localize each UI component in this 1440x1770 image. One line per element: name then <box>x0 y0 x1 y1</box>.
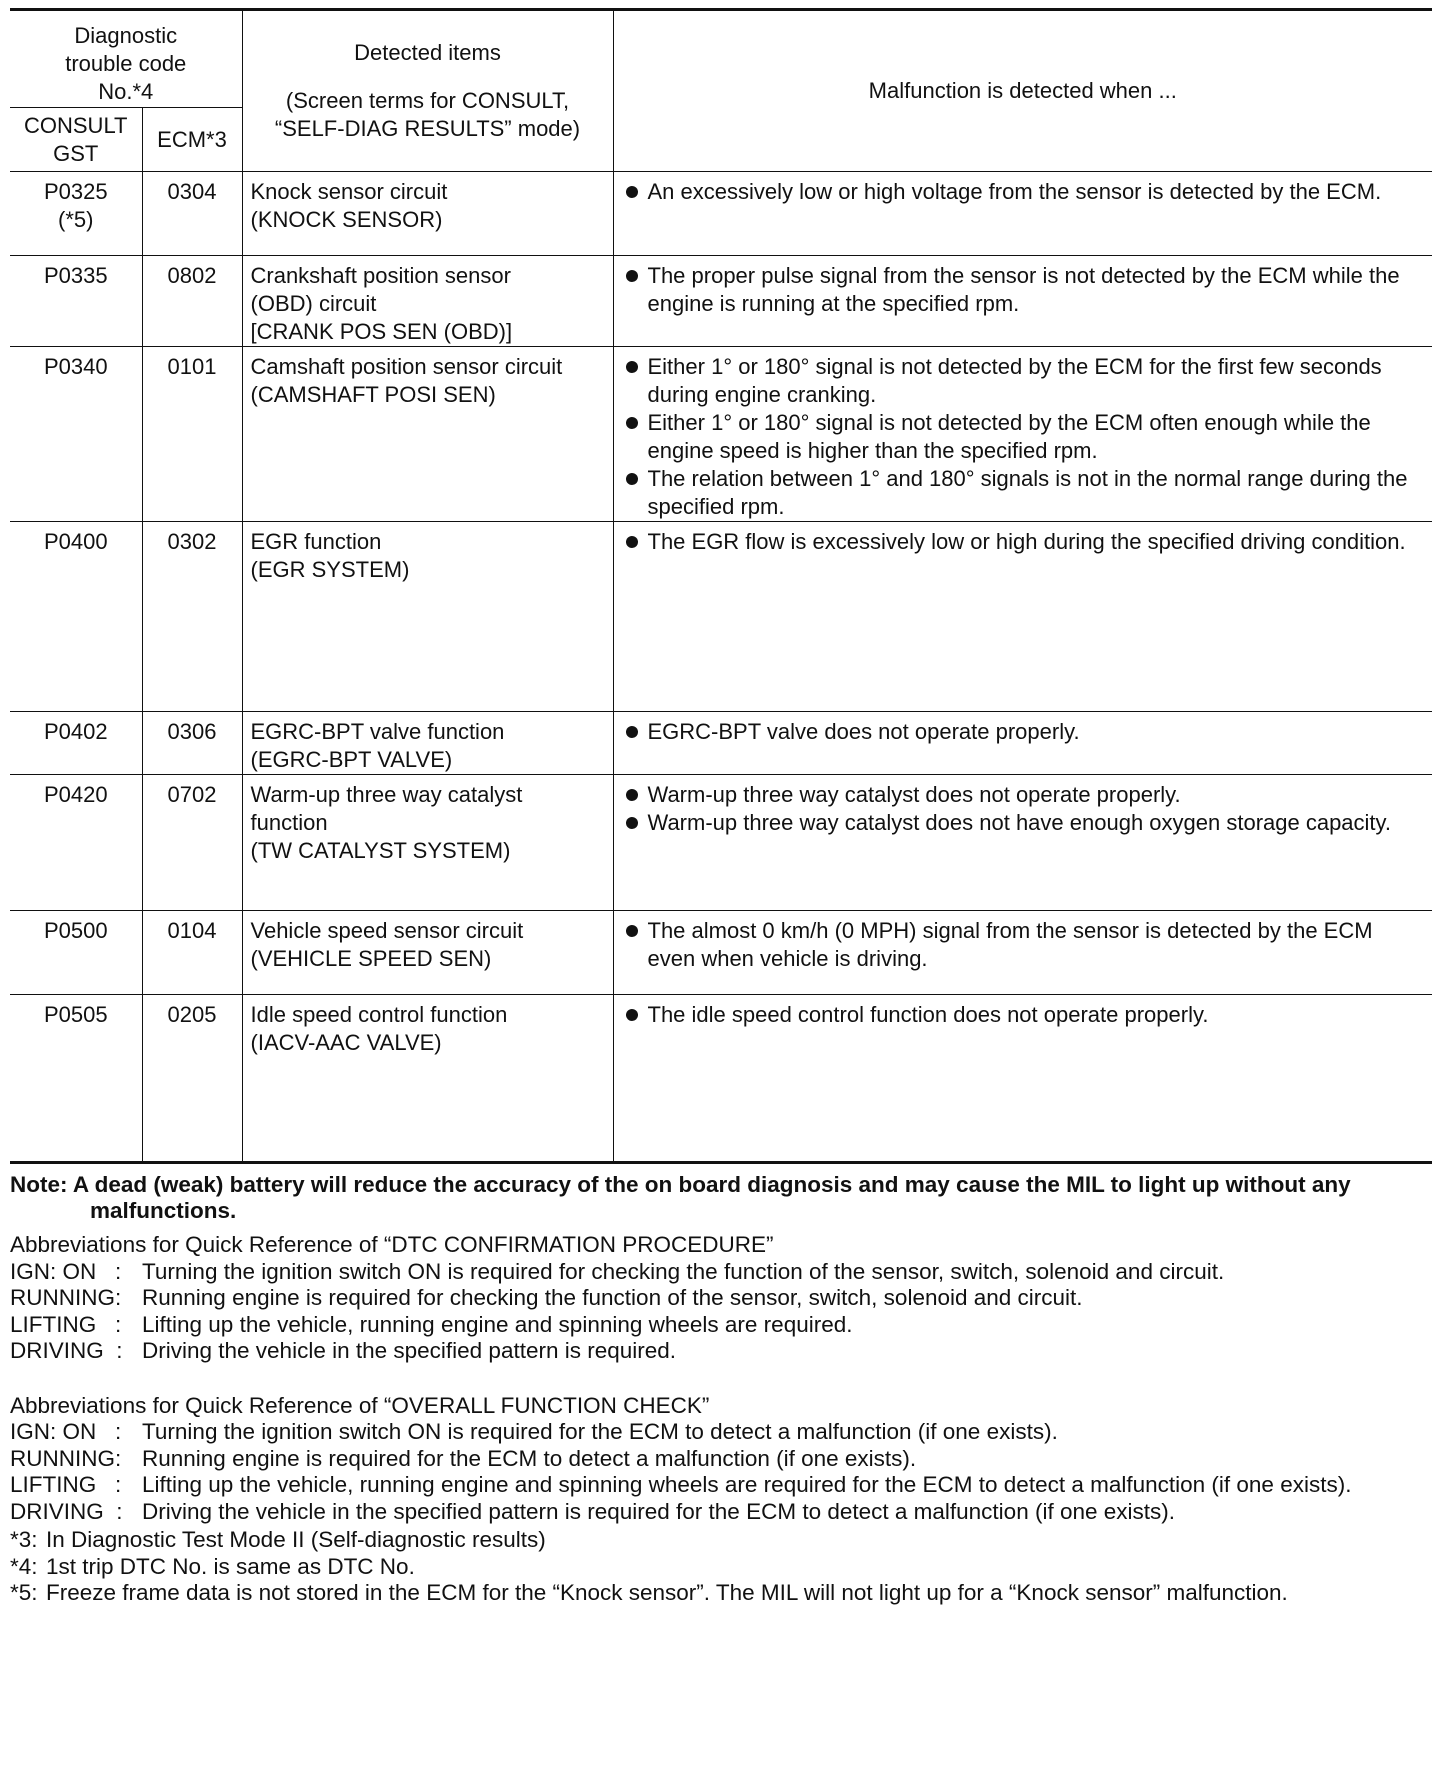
bullet-icon <box>626 536 638 548</box>
detected-item: Crankshaft position sensor (OBD) circuit [CRANK POS SEN (OBD)] <box>242 256 613 347</box>
malfunction-bullet-item: The EGR flow is excessively low or high during the specified driving condition. <box>622 528 1423 556</box>
detected-item: Camshaft position sensor circuit (CAMSHAFT POSI SEN) <box>242 347 613 522</box>
ecm-code: 0205 <box>142 995 242 1163</box>
consult-gst-code: P0402 <box>10 712 142 775</box>
detected-item: Knock sensor circuit (KNOCK SENSOR) <box>242 172 613 256</box>
ecm-code: 0306 <box>142 712 242 775</box>
abbreviation-key: RUNNING: <box>10 1445 122 1471</box>
malfunction-bullet-item: Either 1° or 180° signal is not detected by the ECM for the first few seconds during engine cranking. <box>622 353 1423 409</box>
consult-gst-code: P0325 (*5) <box>10 172 142 256</box>
malfunction-bullet-item: An excessively low or high voltage from the sensor is detected by the ECM. <box>622 178 1423 206</box>
malfunction-condition <box>613 995 1432 1163</box>
bullet-icon <box>626 417 638 429</box>
malfunction-condition <box>613 347 1432 522</box>
abbreviation-item <box>10 1419 1432 1446</box>
malfunction-header: Malfunction is detected when ... <box>613 10 1432 172</box>
abbreviation-key: DRIVING : <box>10 1338 123 1363</box>
abbreviation-text: Running engine is required for the ECM to detect a malfunction (if one exists). <box>142 1445 917 1471</box>
consult-gst-header: CONSULT GST <box>10 108 142 172</box>
ecm-code: 0101 <box>142 347 242 522</box>
abbreviation-text: Turning the ignition switch ON is required for the ECM to detect a malfunction (if one exists). <box>142 1419 1058 1444</box>
abbreviation-key: IGN: ON : <box>10 1258 122 1284</box>
abbreviation-key: DRIVING : <box>10 1498 123 1524</box>
detected-items-header: Detected items (Screen terms for CONSULT, “SELF-DIAG RESULTS” mode) <box>242 10 613 172</box>
table-row <box>10 347 1432 522</box>
detected-item: Idle speed control function (IACV-AAC VALVE) <box>242 995 613 1163</box>
ecm-code: 0104 <box>142 911 242 995</box>
battery-note: Note: A dead (weak) battery will reduce the accuracy of the on board diagnosis and may cause the MIL to light up without any malfunctions. <box>10 1172 1351 1223</box>
table-row <box>10 995 1432 1163</box>
footnote-text: In Diagnostic Test Mode II (Self-diagnostic results) <box>46 1527 546 1552</box>
abbreviation-item <box>10 1338 1432 1365</box>
abbreviation-item <box>10 1312 1432 1339</box>
table-row <box>10 522 1432 712</box>
bullet-icon <box>626 726 638 738</box>
malfunction-bullet-item: The idle speed control function does not operate properly. <box>622 1001 1423 1029</box>
table-row <box>10 775 1432 911</box>
table-row <box>10 712 1432 775</box>
bullet-icon <box>626 817 638 829</box>
bullet-icon <box>626 1009 638 1021</box>
dtc-table <box>10 8 1432 1164</box>
malfunction-condition <box>613 522 1432 712</box>
abbreviation-item <box>10 1259 1432 1286</box>
consult-gst-code: P0340 <box>10 347 142 522</box>
abbreviation-item <box>10 1499 1432 1526</box>
abbreviation-text: Driving the vehicle in the specified pattern is required. <box>142 1338 677 1363</box>
ecm-code: 0702 <box>142 775 242 911</box>
detected-item: EGR function (EGR SYSTEM) <box>242 522 613 712</box>
malfunction-condition <box>613 256 1432 347</box>
table-row <box>10 911 1432 995</box>
footnotes <box>10 1527 1432 1607</box>
bullet-icon <box>626 186 638 198</box>
malfunction-bullet-item: The proper pulse signal from the sensor is not detected by the ECM while the engine is running at the specified rpm. <box>622 262 1423 318</box>
malfunction-bullet-item: Either 1° or 180° signal is not detected by the ECM often enough while the engine speed is higher than the specified rpm. <box>622 409 1423 465</box>
bullet-icon <box>626 270 638 282</box>
ecm-header: ECM*3 <box>142 108 242 172</box>
malfunction-bullet-item: The almost 0 km/h (0 MPH) signal from the sensor is detected by the ECM even when vehicle is driving. <box>622 917 1423 973</box>
footnote-text: 1st trip DTC No. is same as DTC No. <box>46 1553 415 1579</box>
consult-gst-code: P0335 <box>10 256 142 347</box>
bullet-icon <box>626 361 638 373</box>
abbreviation-text: Turning the ignition switch ON is required for checking the function of the sensor, switch, solenoid and circuit. <box>142 1258 1225 1284</box>
malfunction-condition <box>613 775 1432 911</box>
malfunction-bullet-item: Warm-up three way catalyst does not have enough oxygen storage capacity. <box>622 809 1423 837</box>
malfunction-bullet-item: EGRC-BPT valve does not operate properly. <box>622 718 1423 746</box>
abbreviation-text: Lifting up the vehicle, running engine and spinning wheels are required. <box>142 1311 853 1337</box>
abbreviation-key: LIFTING : <box>10 1311 122 1337</box>
detected-item: Warm-up three way catalyst function (TW CATALYST SYSTEM) <box>242 775 613 911</box>
consult-gst-code: P0500 <box>10 911 142 995</box>
table-row <box>10 256 1432 347</box>
malfunction-bullet-item: Warm-up three way catalyst does not operate properly. <box>622 781 1423 809</box>
bullet-icon <box>626 789 638 801</box>
footnote-marker: *3: <box>10 1527 38 1552</box>
ecm-code: 0304 <box>142 172 242 256</box>
consult-gst-code: P0400 <box>10 522 142 712</box>
header-row <box>10 10 1432 108</box>
dtc-table-body <box>10 172 1432 1163</box>
abbreviation-key: LIFTING : <box>10 1472 122 1497</box>
dtc-number-header: Diagnostic trouble code No.*4 <box>10 10 242 108</box>
abbreviation-item <box>10 1472 1432 1499</box>
abbreviation-text: Running engine is required for checking the function of the sensor, switch, solenoid and circuit. <box>142 1285 1083 1310</box>
malfunction-condition <box>613 172 1432 256</box>
overall-check-abbreviations <box>10 1393 1432 1526</box>
consult-gst-code: P0505 <box>10 995 142 1163</box>
footnote <box>10 1580 1432 1607</box>
abbreviation-key: IGN: ON : <box>10 1419 122 1444</box>
abbreviation-text: Lifting up the vehicle, running engine and spinning wheels are required for the ECM to detect a malfunction (if one exists). <box>142 1472 1352 1497</box>
abbreviation-item <box>10 1285 1432 1312</box>
malfunction-bullet-item: The relation between 1° and 180° signals is not in the normal range during the specified rpm. <box>622 465 1423 521</box>
abbreviation-key: RUNNING: <box>10 1285 122 1310</box>
dtc-confirmation-abbreviations <box>10 1232 1432 1365</box>
ecm-code: 0302 <box>142 522 242 712</box>
footnote-marker: *5: <box>10 1580 38 1605</box>
footnote-marker: *4: <box>10 1553 38 1579</box>
detected-item: Vehicle speed sensor circuit (VEHICLE SPEED SEN) <box>242 911 613 995</box>
abbreviation-item <box>10 1446 1432 1473</box>
ecm-code: 0802 <box>142 256 242 347</box>
consult-gst-code: P0420 <box>10 775 142 911</box>
overall-check-heading: Abbreviations for Quick Reference of “OVERALL FUNCTION CHECK” <box>10 1392 710 1418</box>
footnote-text: Freeze frame data is not stored in the ECM for the “Knock sensor”. The MIL will not light up for a “Knock sensor” malfunction. <box>46 1580 1288 1605</box>
bullet-icon <box>626 925 638 937</box>
table-row <box>10 172 1432 256</box>
detected-item: EGRC-BPT valve function (EGRC-BPT VALVE) <box>242 712 613 775</box>
bullet-icon <box>626 473 638 485</box>
dtc-confirmation-heading: Abbreviations for Quick Reference of “DTC CONFIRMATION PROCEDURE” <box>10 1232 774 1257</box>
malfunction-condition <box>613 712 1432 775</box>
footnote <box>10 1527 1432 1554</box>
document-page <box>10 8 1432 1607</box>
footnote <box>10 1554 1432 1581</box>
malfunction-condition <box>613 911 1432 995</box>
abbreviation-text: Driving the vehicle in the specified pattern is required for the ECM to detect a malfunction (if one exists). <box>142 1498 1176 1524</box>
